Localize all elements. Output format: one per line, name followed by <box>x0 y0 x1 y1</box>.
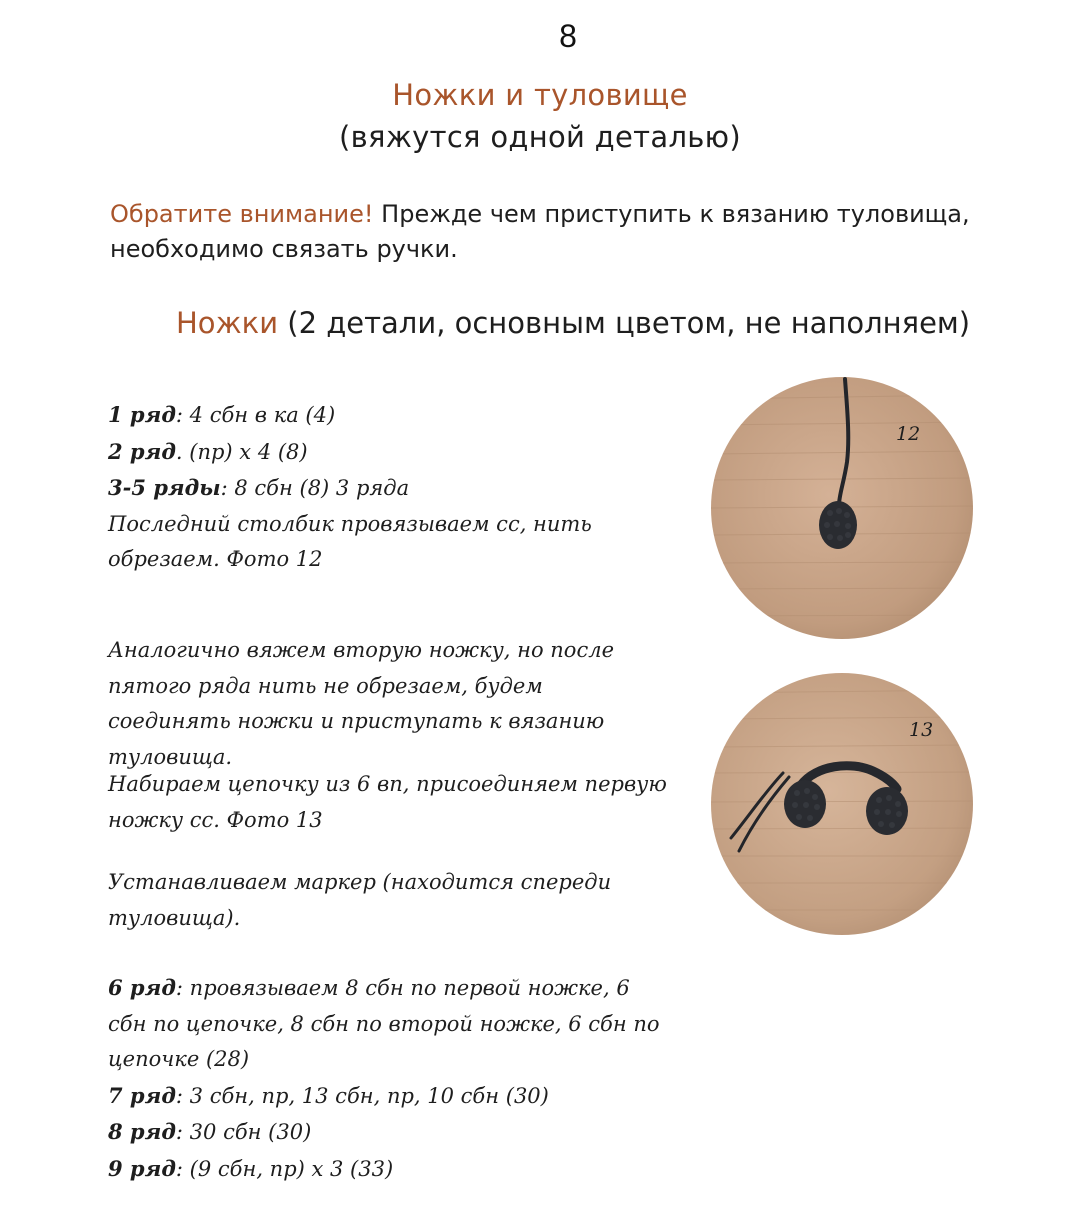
row-label: 3-5 ряды <box>108 475 221 500</box>
photo-13-image <box>711 673 973 935</box>
row-label: 7 ряд <box>108 1082 176 1108</box>
section-details: (2 детали, основным цветом, не наполняем) <box>287 306 971 340</box>
notice-label: Обратите внимание! <box>110 200 374 228</box>
notice <box>110 197 1010 267</box>
row-label: 8 ряд <box>108 1119 176 1144</box>
row-line <box>108 434 628 471</box>
paragraph: Набираем цепочку из 6 вп, присоединяем первую ножку сс. Фото 13 <box>108 772 667 832</box>
section-name: Ножки <box>176 306 279 340</box>
page-title: Ножки и туловище <box>392 78 688 112</box>
photo-12-image <box>711 377 973 639</box>
page-number: 8 <box>559 18 577 54</box>
page-subtitle: (вяжутся одной деталью) <box>338 120 741 154</box>
paragraph: Устанавливаем маркер (находится спереди туловища). <box>108 870 612 930</box>
notice-text: Прежде чем приступить к вязанию туловища, необходимо связать ручки. <box>110 200 970 263</box>
row-text: : 3 сбн, пр, 13 сбн, пр, 10 сбн (30) <box>175 1083 549 1108</box>
row-text: : 8 сбн (8) 3 ряда <box>220 476 410 500</box>
row-line <box>108 1114 668 1151</box>
photo-12 <box>711 377 973 639</box>
row-text: : 30 сбн (30) <box>175 1120 312 1144</box>
row-line <box>108 397 628 434</box>
row-line <box>108 1078 668 1115</box>
row-label: 6 ряд <box>108 975 176 1000</box>
row-text: : 4 сбн в ка (4) <box>175 403 336 427</box>
photo-12-label: 12 <box>896 423 921 445</box>
rows-block-b <box>108 970 668 1187</box>
row-label: 1 ряд <box>108 402 176 427</box>
paragraph: Аналогично вяжем вторую ножку, но после пятого ряда нить не обрезаем, будем соединять ножки и приступать к вязанию туловища. <box>108 638 614 769</box>
photo-13-label: 13 <box>909 719 934 741</box>
section-heading <box>176 306 970 340</box>
rows-block-a <box>108 397 628 578</box>
row-line <box>108 1151 668 1188</box>
paragraph: Последний столбик провязываем сс, нить обрезаем. Фото 12 <box>108 511 592 571</box>
row-text: : (9 сбн, пр) x 3 (33) <box>175 1156 394 1181</box>
photo-13 <box>711 673 973 935</box>
row-text: : провязываем 8 сбн по первой ножке, 6 сбн по цепочке, 8 сбн по второй ножке, 6 сбн по цепочке (28) <box>108 976 660 1071</box>
row-line <box>108 470 628 507</box>
row-label: 2 ряд <box>108 438 176 464</box>
row-label: 9 ряд <box>108 1155 176 1181</box>
row-line <box>108 970 668 1078</box>
row-text: . (пр) x 4 (8) <box>175 439 308 464</box>
